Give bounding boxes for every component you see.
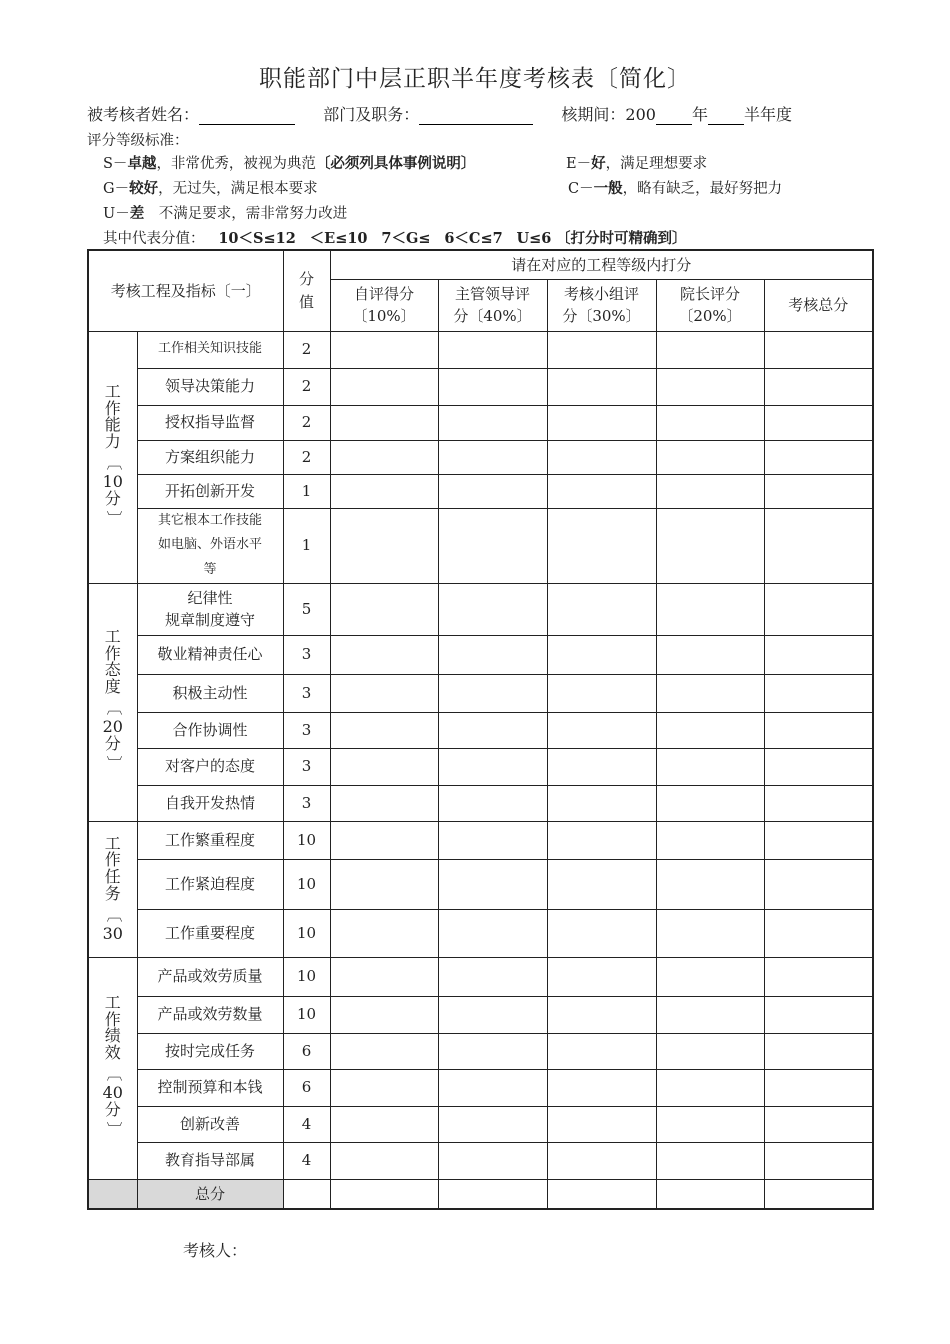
total-cell[interactable] (764, 583, 873, 635)
total-cell[interactable] (764, 712, 873, 748)
grade-s: S－卓越，非常优秀，被视为典范〔必须列具体事例说明〕 (103, 155, 476, 172)
total-cell[interactable] (764, 1069, 873, 1106)
total-cell[interactable] (764, 405, 873, 440)
half-label: 半年度 (743, 105, 792, 124)
info-line (87, 102, 792, 125)
dean-cell[interactable] (656, 909, 764, 957)
self-cell[interactable] (330, 821, 438, 859)
total-cell[interactable] (764, 674, 873, 712)
table-row-score: 3 (283, 748, 330, 785)
grade-e: E－好，满足理想要求 (566, 155, 708, 172)
total-cell[interactable] (764, 474, 873, 508)
team-cell[interactable] (547, 474, 656, 508)
manager-cell[interactable] (438, 405, 547, 440)
total-label: 总分 (137, 1179, 283, 1209)
table-row-item: 工作相关知识技能 (137, 331, 283, 368)
manager-cell[interactable] (438, 748, 547, 785)
manager-total-cell[interactable] (438, 1179, 547, 1209)
table-row-item: 纪律性 规章制度遵守 (137, 583, 283, 635)
total-cell[interactable] (764, 508, 873, 583)
dean-cell[interactable] (656, 508, 764, 583)
table-row-item: 按时完成任务 (137, 1033, 283, 1069)
manager-cell[interactable] (438, 909, 547, 957)
dean-total-cell[interactable] (656, 1179, 764, 1209)
manager-cell[interactable] (438, 368, 547, 405)
total-cell[interactable] (764, 331, 873, 368)
category-performance: 工 作 绩 效 〔 40 分 〕 (88, 957, 137, 1179)
self-cell[interactable] (330, 583, 438, 635)
dean-cell[interactable] (656, 712, 764, 748)
table-row-item: 创新改善 (137, 1106, 283, 1142)
table-row-score: 2 (283, 440, 330, 474)
total-cell[interactable] (764, 859, 873, 909)
half-field[interactable] (708, 106, 744, 125)
dean-cell[interactable] (656, 405, 764, 440)
grade-c: C－一般，略有缺乏，最好努把力 (568, 180, 783, 197)
header-total: 考核总分 (764, 279, 873, 331)
self-cell[interactable] (330, 1142, 438, 1179)
table-row-item: 授权指导监督 (137, 405, 283, 440)
total-cell[interactable] (764, 909, 873, 957)
manager-cell[interactable] (438, 508, 547, 583)
team-cell[interactable] (547, 508, 656, 583)
dean-cell[interactable] (656, 1142, 764, 1179)
team-cell[interactable] (547, 674, 656, 712)
table-row-score: 10 (283, 909, 330, 957)
team-cell[interactable] (547, 331, 656, 368)
dean-cell[interactable] (656, 1033, 764, 1069)
self-total-cell[interactable] (330, 1179, 438, 1209)
total-cell[interactable] (764, 748, 873, 785)
total-cell[interactable] (764, 635, 873, 674)
team-cell[interactable] (547, 821, 656, 859)
table-row-score: 3 (283, 785, 330, 821)
self-cell[interactable] (330, 474, 438, 508)
total-cell[interactable] (764, 368, 873, 405)
self-cell[interactable] (330, 405, 438, 440)
self-cell[interactable] (330, 712, 438, 748)
team-cell[interactable] (547, 712, 656, 748)
table-row-item: 方案组织能力 (137, 440, 283, 474)
dean-cell[interactable] (656, 785, 764, 821)
total-cell[interactable] (764, 1142, 873, 1179)
form-title: 职能部门中层正职半年度考核表〔简化〕 (259, 66, 691, 92)
self-cell[interactable] (330, 635, 438, 674)
table-row-score: 1 (283, 508, 330, 583)
header-item: 考核工程及指标〔一〕 (88, 250, 283, 331)
table-row-item: 开拓创新开发 (137, 474, 283, 508)
manager-cell[interactable] (438, 1069, 547, 1106)
grade-u: U－差 不满足要求，需非常努力改进 (103, 205, 348, 222)
team-cell[interactable] (547, 909, 656, 957)
manager-cell[interactable] (438, 583, 547, 635)
dean-cell[interactable] (656, 821, 764, 859)
manager-cell[interactable] (438, 331, 547, 368)
header-manager: 主管领导评 分〔40%〕 (438, 279, 547, 331)
manager-cell[interactable] (438, 1033, 547, 1069)
year-field[interactable] (656, 106, 692, 125)
name-label: 被考核者姓名： (87, 105, 200, 124)
total-cell[interactable] (764, 1033, 873, 1069)
table-row-score: 3 (283, 712, 330, 748)
team-cell[interactable] (547, 583, 656, 635)
table-row-item: 产品或效劳数量 (137, 996, 283, 1033)
total-cell[interactable] (764, 996, 873, 1033)
period-label: 核期间：200 (561, 105, 656, 124)
dept-field[interactable] (419, 106, 533, 125)
dean-cell[interactable] (656, 996, 764, 1033)
self-cell[interactable] (330, 957, 438, 996)
team-cell[interactable] (547, 1033, 656, 1069)
table-row-item: 工作紧迫程度 (137, 859, 283, 909)
table-row-score: 4 (283, 1142, 330, 1179)
manager-cell[interactable] (438, 996, 547, 1033)
table-row-score: 3 (283, 674, 330, 712)
assessment-table (87, 249, 874, 1210)
table-row-score: 1 (283, 474, 330, 508)
total-cell[interactable] (764, 440, 873, 474)
table-row-item: 领导决策能力 (137, 368, 283, 405)
table-row-score: 2 (283, 331, 330, 368)
total-row-blank (88, 1179, 137, 1209)
manager-cell[interactable] (438, 674, 547, 712)
total-cell[interactable] (764, 821, 873, 859)
team-cell[interactable] (547, 405, 656, 440)
table-row-score: 10 (283, 821, 330, 859)
team-cell[interactable] (547, 635, 656, 674)
total-cell[interactable] (764, 1106, 873, 1142)
header-score: 分 值 (283, 250, 330, 331)
team-cell[interactable] (547, 1142, 656, 1179)
team-cell[interactable] (547, 440, 656, 474)
team-total-cell[interactable] (547, 1179, 656, 1209)
dept-label: 部门及职务： (323, 105, 420, 124)
manager-cell[interactable] (438, 440, 547, 474)
dean-cell[interactable] (656, 674, 764, 712)
manager-cell[interactable] (438, 785, 547, 821)
dean-cell[interactable] (656, 748, 764, 785)
team-cell[interactable] (547, 996, 656, 1033)
dean-cell[interactable] (656, 957, 764, 996)
self-cell[interactable] (330, 674, 438, 712)
self-cell[interactable] (330, 331, 438, 368)
table-row-item: 其它根本工作技能 如电脑、外语水平 等 (137, 508, 283, 583)
header-dean: 院长评分 〔20%〕 (656, 279, 764, 331)
manager-cell[interactable] (438, 1142, 547, 1179)
representative-values: 其中代表分值： 10＜S≤12 ＜E≤10 7＜G≤ 6＜C≤7 U≤6 〔打分时可精确到〕 (103, 230, 687, 247)
dean-cell[interactable] (656, 1106, 764, 1142)
total-cell[interactable] (764, 785, 873, 821)
self-cell[interactable] (330, 508, 438, 583)
team-cell[interactable] (547, 368, 656, 405)
self-cell[interactable] (330, 996, 438, 1033)
standards-heading: 评分等级标准： (87, 133, 189, 149)
header-group: 请在对应的工程等级内打分 (330, 250, 873, 279)
dean-cell[interactable] (656, 440, 764, 474)
dean-cell[interactable] (656, 331, 764, 368)
table-row-item: 工作繁重程度 (137, 821, 283, 859)
category-ability: 工 作 能 力 〔 10 分 〕 (88, 331, 137, 583)
table-row-item: 教育指导部属 (137, 1142, 283, 1179)
category-task: 工 作 任 务 〔 30 (88, 821, 137, 957)
table-row-item: 控制预算和本钱 (137, 1069, 283, 1106)
table-row-item: 对客户的态度 (137, 748, 283, 785)
table-row-score: 6 (283, 1033, 330, 1069)
reviewer-label: 考核人： (183, 1241, 248, 1260)
table-row-item: 敬业精神责任心 (137, 635, 283, 674)
team-cell[interactable] (547, 859, 656, 909)
self-cell[interactable] (330, 785, 438, 821)
manager-cell[interactable] (438, 957, 547, 996)
self-cell[interactable] (330, 909, 438, 957)
table-row-item: 积极主动性 (137, 674, 283, 712)
table-row-score: 10 (283, 859, 330, 909)
dean-cell[interactable] (656, 583, 764, 635)
table-row-score: 4 (283, 1106, 330, 1142)
table-row-score: 2 (283, 405, 330, 440)
table-row-item: 合作协调性 (137, 712, 283, 748)
manager-cell[interactable] (438, 1106, 547, 1142)
table-row-score: 6 (283, 1069, 330, 1106)
dean-cell[interactable] (656, 474, 764, 508)
table-row-score: 10 (283, 957, 330, 996)
self-cell[interactable] (330, 1069, 438, 1106)
header-self: 自评得分 〔10%〕 (330, 279, 438, 331)
self-cell[interactable] (330, 748, 438, 785)
manager-cell[interactable] (438, 821, 547, 859)
manager-cell[interactable] (438, 859, 547, 909)
table-row-item: 工作重要程度 (137, 909, 283, 957)
team-cell[interactable] (547, 748, 656, 785)
team-cell[interactable] (547, 1106, 656, 1142)
team-cell[interactable] (547, 785, 656, 821)
self-cell[interactable] (330, 859, 438, 909)
dean-cell[interactable] (656, 368, 764, 405)
manager-cell[interactable] (438, 712, 547, 748)
total-score-cell[interactable] (283, 1179, 330, 1209)
self-cell[interactable] (330, 368, 438, 405)
header-team: 考核小组评 分〔30%〕 (547, 279, 656, 331)
manager-cell[interactable] (438, 635, 547, 674)
table-row-item: 产品或效劳质量 (137, 957, 283, 996)
year-label: 年 (691, 105, 708, 124)
self-cell[interactable] (330, 1106, 438, 1142)
grand-total-cell[interactable] (764, 1179, 873, 1209)
category-attitude: 工 作 态 度 〔 20 分 〕 (88, 583, 137, 821)
team-cell[interactable] (547, 957, 656, 996)
table-row-score: 10 (283, 996, 330, 1033)
self-cell[interactable] (330, 1033, 438, 1069)
total-cell[interactable] (764, 957, 873, 996)
dean-cell[interactable] (656, 1069, 764, 1106)
team-cell[interactable] (547, 1069, 656, 1106)
table-row-score: 3 (283, 635, 330, 674)
name-field[interactable] (199, 106, 295, 125)
dean-cell[interactable] (656, 859, 764, 909)
dean-cell[interactable] (656, 635, 764, 674)
manager-cell[interactable] (438, 474, 547, 508)
table-row-score: 5 (283, 583, 330, 635)
self-cell[interactable] (330, 440, 438, 474)
table-row-item: 自我开发热情 (137, 785, 283, 821)
table-row-score: 2 (283, 368, 330, 405)
grade-g: G－较好，无过失，满足根本要求 (103, 180, 318, 197)
